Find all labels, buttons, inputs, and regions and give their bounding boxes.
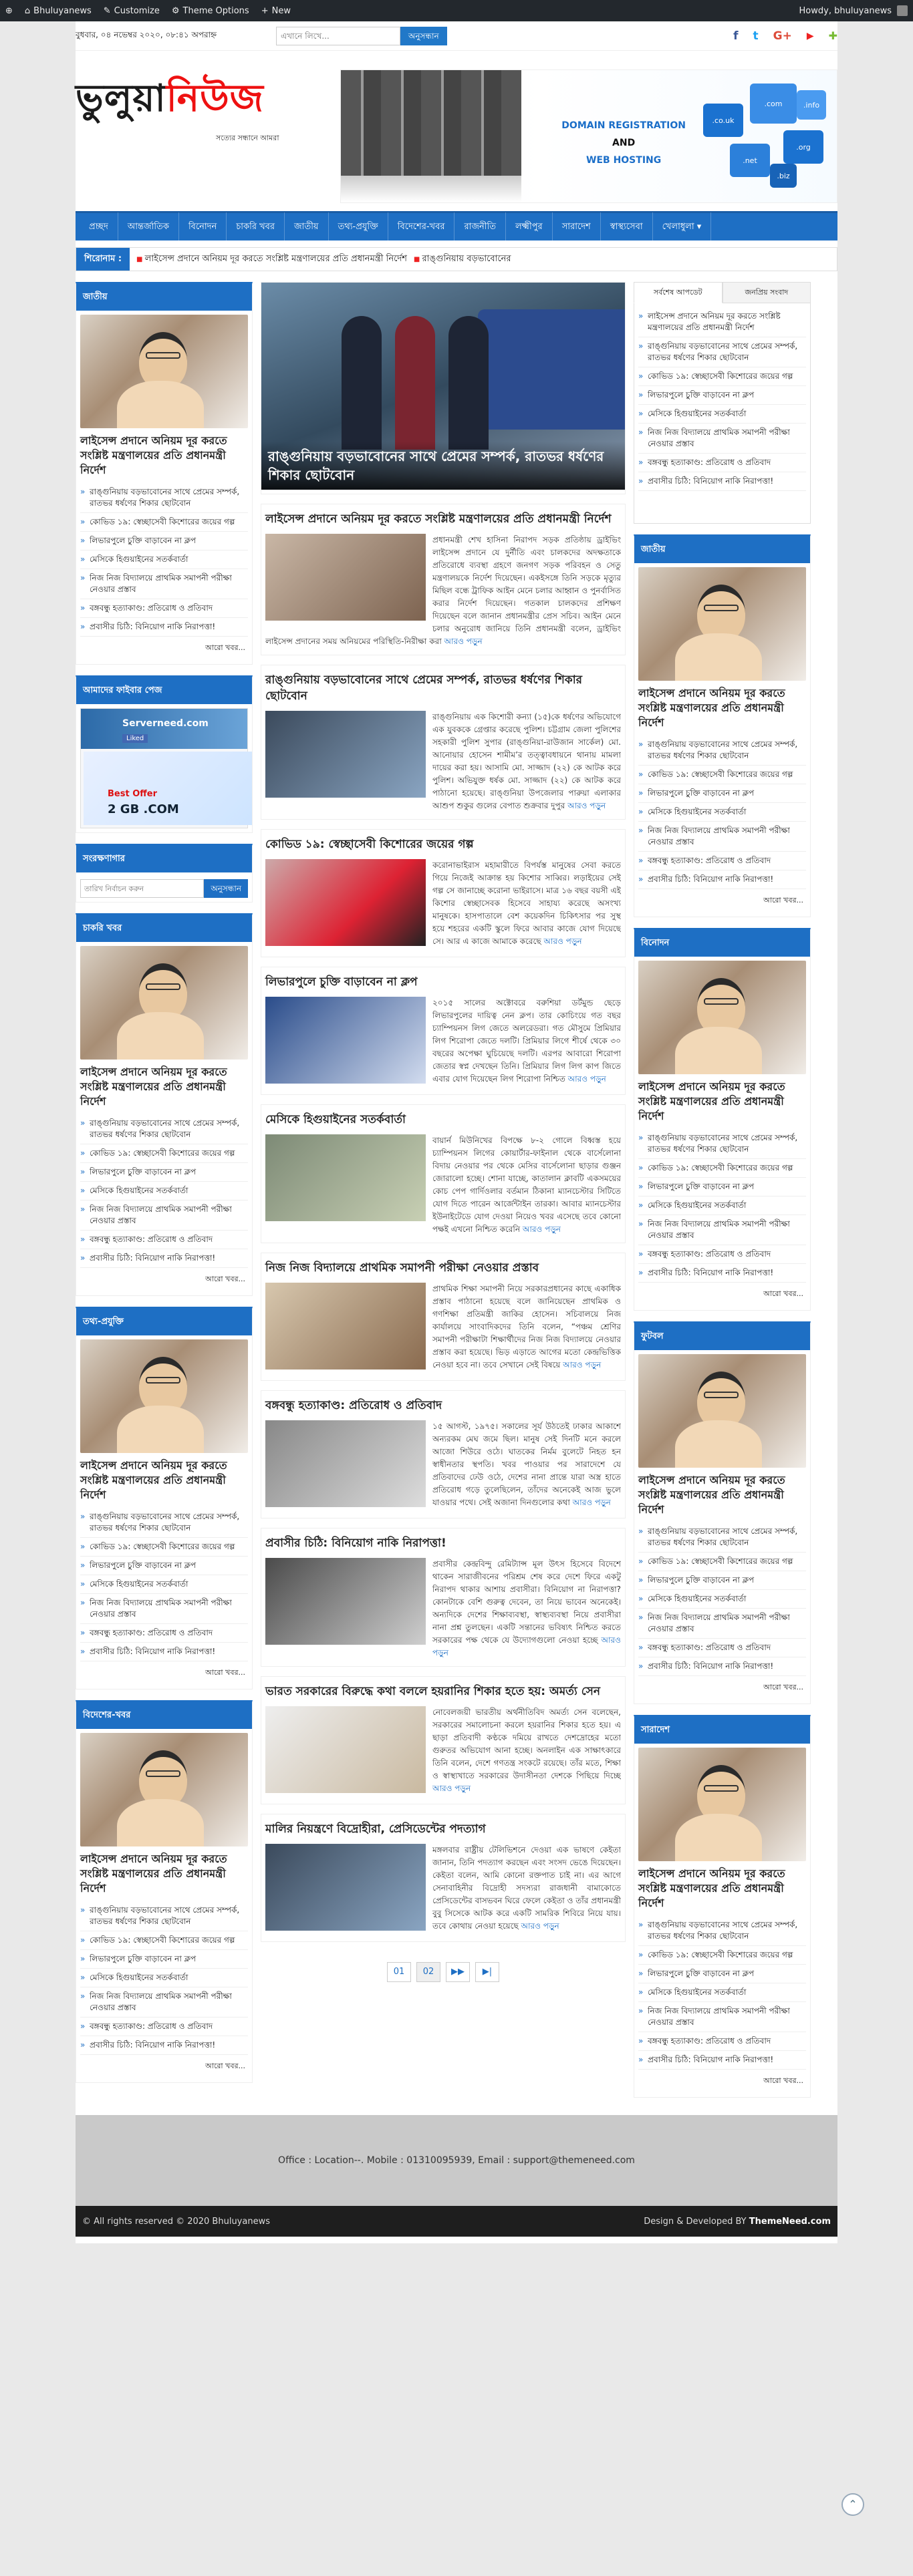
headline-link[interactable]: » কোভিড ১৯: স্বেচ্ছাসেবী কিশোরের জয়ের গল্প	[638, 1553, 806, 1571]
copyright-text: © All rights reserved © 2020 Bhuluyanews	[82, 2216, 270, 2227]
admin-new-link[interactable]: + New	[261, 5, 291, 16]
domain-cubes: .co.uk .com .org .net .info .biz	[703, 84, 830, 190]
ticker-item[interactable]: ■ রাঙ্গুনিয়ায় বড়ভাবোনের	[414, 253, 511, 267]
article-thumbnail[interactable]	[265, 1558, 426, 1645]
article-title[interactable]: প্রবাসীর চিঠি: বিনিয়োগ নাকি নিরাপত্তা!	[265, 1537, 446, 1550]
article-thumbnail[interactable]	[265, 1283, 426, 1370]
headline-link[interactable]: » রাঙ্গুনিয়ায় বড়ভাবোনের সাথে প্রেমের সম্পর্ক, রাতভর ধর্ষণের শিকার ছোটবোন	[80, 483, 248, 513]
more-news-link[interactable]: আরো খবর...	[763, 1289, 803, 1298]
nav-international[interactable]: আন্তর্জাতিক	[118, 212, 179, 242]
breaking-ticker	[76, 247, 837, 271]
headline-link[interactable]: » লাইসেন্স প্রদানে অনিয়ম দূর করতে সংশ্লিষ্ট মন্ত্রণালয়ের প্রতি প্রধানমন্ত্রী নির্দেশ	[638, 307, 806, 337]
headline-link[interactable]: » নিজ নিজ বিদ্যালয়ে প্রাথমিক সমাপনী পরীক্ষা নেওয়ার প্রস্তাব	[638, 424, 806, 454]
headline-link[interactable]: » বঙ্গবন্ধু হত্যাকাণ্ড: প্রতিরোধ ও প্রতিবাদ	[80, 1231, 248, 1249]
tagline: সত্যের সন্ধানে আমরা	[216, 134, 279, 142]
admin-theme-options-link[interactable]: ⚙ Theme Options	[171, 5, 249, 16]
lead-caption: রাঙ্গুনিয়ায় বড়ভাবোনের সাথে প্রেমের সম্পর্ক, রাতভর ধর্ষণের শিকার ছোটবোন	[261, 442, 625, 490]
site-logo[interactable]: ভুলুয়ানিউজ সত্যের সন্ধানে আমরা	[76, 69, 340, 145]
news-photo[interactable]	[80, 946, 248, 1060]
brush-icon: ✎	[103, 5, 111, 16]
article-card	[261, 504, 626, 655]
widget-jobs: চাকরি খবর লাইসেন্স প্রদানে অনিয়ম দূর করতে সংশ্লিষ্ট মন্ত্রণালয়ের প্রতি প্রধানমন্ত্রী নির্দেশ » রাঙ্গুনিয়ায় বড়ভাবোনের সাথে প্রেমের সম্পর্ক, রাতভর ধর্ষণের শিকার ছোটবোন » কোভিড ১৯: স্বেচ্ছাসেবী কিশোরের জয়ের গল্প » লিভারপুলে চুক্তি বাড়াবেন না ক্লপ » মেসিকে হিগুয়াইনের সতর্কবার্তা » নিজ নিজ বিদ্যালয়ে প্রাথমিক সমাপনী পরীক্ষা নেওয়ার প্রস্তাব » বঙ্গবন্ধু হত্যাকাণ্ড: প্রতিরোধ ও প্রতিবাদ » প্রবাসীর চিঠি: বিনিয়োগ নাকি নিরাপত্তা! আরো খবর...	[76, 913, 253, 1296]
lead-image	[261, 283, 625, 490]
widget-country: সারাদেশ লাইসেন্স প্রদানে অনিয়ম দূর করতে সংশ্লিষ্ট মন্ত্রণালয়ের প্রতি প্রধানমন্ত্রী নির্দেশ » রাঙ্গুনিয়ায় বড়ভাবোনের সাথে প্রেমের সম্পর্ক, রাতভর ধর্ষণের শিকার ছোটবোন » কোভিড ১৯: স্বেচ্ছাসেবী কিশোরের জয়ের গল্প » লিভারপুলে চুক্তি বাড়াবেন না ক্লপ » মেসিকে হিগুয়াইনের সতর্কবার্তা » নিজ নিজ বিদ্যালয়ে প্রাথমিক সমাপনী পরীক্ষা নেওয়ার প্রস্তাব » বঙ্গবন্ধু হত্যাকাণ্ড: প্রতিরোধ ও প্রতিবাদ » প্রবাসীর চিঠি: বিনিয়োগ নাকি নিরাপত্তা! আরো খবর...	[634, 1715, 811, 2098]
facebook-page-embed[interactable]: Serverneed.com Liked Best Offer 2 GB .COM	[80, 708, 248, 828]
designer-credit[interactable]: Design & Developed BY ThemeNeed.com	[644, 2216, 831, 2227]
read-more-link[interactable]: আরও পড়ুন	[543, 937, 582, 946]
news-photo[interactable]	[80, 1733, 248, 1846]
article-card	[261, 1390, 626, 1518]
headline-link[interactable]: » লিভারপুলে চুক্তি বাড়াবেন না ক্লপ	[638, 1571, 806, 1590]
android-icon[interactable]: ✚	[828, 29, 837, 42]
article-title[interactable]: বঙ্গবন্ধু হত্যাকাণ্ড: প্রতিরোধ ও প্রতিবাদ	[265, 1399, 442, 1412]
headline-link[interactable]: » মেসিকে হিগুয়াইনের সতর্কবার্তা	[80, 1969, 248, 1987]
more-news-link[interactable]: আরো খবর...	[763, 896, 803, 905]
headline-link[interactable]: » বঙ্গবন্ধু হত্যাকাণ্ড: প্রতিরোধ ও প্রতিবাদ	[638, 852, 806, 870]
headline-link[interactable]: » প্রবাসীর চিঠি: বিনিয়োগ নাকি নিরাপত্তা!	[638, 2051, 806, 2070]
headline-link[interactable]: » লিভারপুলে চুক্তি বাড়াবেন না ক্লপ	[80, 1557, 248, 1575]
nav-jobs[interactable]: চাকরি খবর	[227, 212, 285, 242]
read-more-link[interactable]: আরও পড়ুন	[567, 1074, 606, 1084]
article-thumbnail[interactable]	[265, 711, 426, 798]
main-nav	[76, 211, 837, 240]
news-photo[interactable]	[638, 1354, 806, 1468]
headline-link[interactable]: » কোভিড ১৯: স্বেচ্ছাসেবী কিশোরের জয়ের গল্প	[638, 1946, 806, 1965]
headline-link[interactable]: » বঙ্গবন্ধু হত্যাকাণ্ড: প্রতিরোধ ও প্রতিবাদ	[638, 1245, 806, 1264]
footer-contact: Office : Location--. Mobile : 01310095939, Email : support@themeneed.com	[278, 2155, 635, 2166]
hosting-banner-ad[interactable]	[340, 69, 837, 203]
read-more-link[interactable]: আরও পড়ুন	[567, 801, 606, 810]
more-news-link[interactable]: আরো খবর...	[205, 2062, 245, 2070]
headline-link[interactable]: » প্রবাসীর চিঠি: বিনিয়োগ নাকি নিরাপত্তা!	[80, 618, 248, 637]
headline-link[interactable]: » কোভিড ১৯: স্বেচ্ছাসেবী কিশোরের জয়ের গল্প	[638, 1159, 806, 1178]
more-news-link[interactable]: আরো খবর...	[205, 1668, 245, 1677]
ticker-label: শিরোনাম :	[76, 248, 130, 271]
more-news-link[interactable]: আরো খবর...	[205, 1275, 245, 1283]
widget-lead-headline[interactable]: লাইসেন্স প্রদানে অনিয়ম দূর করতে সংশ্লিষ্ট মন্ত্রণালয়ের প্রতি প্রধানমন্ত্রী নির্দেশ	[80, 1066, 227, 1108]
youtube-icon[interactable]: ▶	[806, 30, 814, 41]
article-title[interactable]: কোভিড ১৯: স্বেচ্ছাসেবী কিশোরের জয়ের গল্প	[265, 838, 474, 851]
excerpt-text: প্রবাসীর কেন্দ্রবিন্দু রেমিট্যান্স মূল উৎস হিসেবে বিদেশে থাকেন সারাজীবনের পরিশ্রম শেষ করে দেশে ফিরে একটু নিরাপদ থাকার আশায় প্রবাসীরা। বিনিয়োগ না নিরাপত্তা? কোনটাকে বেশি গুরুত্ব দেবেন, তা নিয়ে ভাবেন অনেকেই। অন্যদিকে দেশের শিক্ষাব্যবস্থা, স্বাস্থ্যব্যবস্থা নিয়ে প্রবাসীরা নানা প্রশ্ন তুলছেন। একটি সন্তানের ভবিষ্যৎ নিশ্চিত করতে সরকারের পক্ষ থেকে যে উদ্যোগগুলো নেওয়া হচ্ছে	[432, 1559, 621, 1645]
headline-link[interactable]: » মেসিকে হিগুয়াইনের সতর্কবার্তা	[638, 405, 806, 424]
headline-list	[638, 1916, 806, 2070]
more-news-link[interactable]: আরো খবর...	[763, 1683, 803, 1692]
headline-link[interactable]: » নিজ নিজ বিদ্যালয়ে প্রাথমিক সমাপনী পরীক্ষা নেওয়ার প্রস্তাব	[80, 1200, 248, 1231]
content-columns	[76, 271, 837, 2108]
widget-entertainment: বিনোদন লাইসেন্স প্রদানে অনিয়ম দূর করতে সংশ্লিষ্ট মন্ত্রণালয়ের প্রতি প্রধানমন্ত্রী নির্দেশ » রাঙ্গুনিয়ায় বড়ভাবোনের সাথে প্রেমের সম্পর্ক, রাতভর ধর্ষণের শিকার ছোটবোন » কোভিড ১৯: স্বেচ্ছাসেবী কিশোরের জয়ের গল্প » লিভারপুলে চুক্তি বাড়াবেন না ক্লপ » মেসিকে হিগুয়াইনের সতর্কবার্তা » নিজ নিজ বিদ্যালয়ে প্রাথমিক সমাপনী পরীক্ষা নেওয়ার প্রস্তাব » বঙ্গবন্ধু হত্যাকাণ্ড: প্রতিরোধ ও প্রতিবাদ » প্রবাসীর চিঠি: বিনিয়োগ নাকি নিরাপত্তা! আরো খবর...	[634, 928, 811, 1311]
site-wrapper	[76, 21, 858, 2511]
read-more-link[interactable]: আরও পড়ুন	[572, 1498, 611, 1507]
nav-home[interactable]: প্রচ্ছদ	[80, 212, 118, 242]
headline-link[interactable]: » নিজ নিজ বিদ্যালয়ে প্রাথমিক সমাপনী পরীক্ষা নেওয়ার প্রস্তাব	[80, 1594, 248, 1624]
latest-list	[634, 303, 811, 524]
headline-link[interactable]: » রাঙ্গুনিয়ায় বড়ভাবোনের সাথে প্রেমের সম্পর্ক, রাতভর ধর্ষণের শিকার ছোটবোন	[638, 1916, 806, 1946]
excerpt-text: ১৫ আগস্ট, ১৯৭৫। সকালের সূর্য উঠতেই ঢাকার আকাশে অন্যরকম মেঘ জমে ছিল। মানুষ সেই দিনটি মনে করলে আজো শিউরে ওঠে। ঘাতকের নির্মম বুলেটে নিহত হন স্বাধীনতার স্থপতি। খবর পাওয়ার পর সারাদেশে যে প্রতিবাদের ঢেউ ওঠে, দেশের নানা প্রান্তে যারা অস্ত্র হাতে প্রতিরোধ গড়ে তুলেছিলেন, তাঁদের অনেকেই আজ ভুলে যাওয়ার পথে। সেই অজানা দিনগুলোর কথা	[432, 1422, 621, 1507]
home-icon: ⌂	[24, 5, 31, 16]
widget-foreign: বিদেশের-খবর লাইসেন্স প্রদানে অনিয়ম দূর করতে সংশ্লিষ্ট মন্ত্রণালয়ের প্রতি প্রধানমন্ত্রী নির্দেশ » রাঙ্গুনিয়ায় বড়ভাবোনের সাথে প্রেমের সম্পর্ক, রাতভর ধর্ষণের শিকার ছোটবোন » কোভিড ১৯: স্বেচ্ছাসেবী কিশোরের জয়ের গল্প » লিভারপুলে চুক্তি বাড়াবেন না ক্লপ » মেসিকে হিগুয়াইনের সতর্কবার্তা » নিজ নিজ বিদ্যালয়ে প্রাথমিক সমাপনী পরীক্ষা নেওয়ার প্রস্তাব » বঙ্গবন্ধু হত্যাকাণ্ড: প্রতিরোধ ও প্রতিবাদ » প্রবাসীর চিঠি: বিনিয়োগ নাকি নিরাপত্তা! আরো খবর...	[76, 1700, 253, 2083]
nav-health[interactable]: স্বাস্থ্যসেবা	[601, 212, 653, 242]
headline-list	[80, 1114, 248, 1268]
headline-link[interactable]: » প্রবাসীর চিঠি: বিনিয়োগ নাকি নিরাপত্তা!	[638, 472, 806, 491]
article-card	[261, 967, 626, 1095]
nav-entertainment[interactable]: বিনোদন	[179, 212, 227, 242]
read-more-link[interactable]: আরও পড়ুন	[432, 1635, 621, 1657]
header-search	[276, 27, 447, 45]
headline-link[interactable]: » নিজ নিজ বিদ্যালয়ে প্রাথমিক সমাপনী পরীক্ষা নেওয়ার প্রস্তাব	[80, 569, 248, 599]
headline-link[interactable]: » লিভারপুলে চুক্তি বাড়াবেন না ক্লপ	[80, 532, 248, 550]
avatar	[897, 5, 908, 16]
article-title[interactable]: রাঙ্গুনিয়ায় বড়ভাবোনের সাথে প্রেমের সম্পর্ক, রাতভর ধর্ষণের শিকার ছোটবোন	[265, 673, 582, 703]
headline-link[interactable]: » নিজ নিজ বিদ্যালয়ে প্রাথমিক সমাপনী পরীক্ষা নেওয়ার প্রস্তাব	[80, 1987, 248, 2018]
headline-link[interactable]: » লিভারপুলে চুক্তি বাড়াবেন না ক্লপ	[80, 1950, 248, 1969]
excerpt-text: মঙ্গলবার রাষ্ট্রীয় টেলিভিশনে দেওয়া এক ভাষণে কেইতা জানান, তিনি পদত্যাগ করছেন এবং সংসদ ভেঙে দিয়েছেন। কেইতা বলেন, আমি কোনো রক্তপাত চাই না। এর আগে সেনাবাহিনীর বিদ্রোহী সদস্যরা রাজধানী বামাকোতে প্রেসিডেন্টের বাসভবন ঘিরে ফেলে কেইতা ও তাঁর প্রধানমন্ত্রী বুবু সিসেকে আটক করে একটি সামরিক শিবিরে নিয়ে যায়। তবে কোথায় নেওয়া হয়েছে	[432, 1845, 621, 1931]
admin-bar	[0, 0, 913, 21]
article-thumbnail[interactable]	[265, 859, 426, 946]
article-title[interactable]: লাইসেন্স প্রদানে অনিয়ম দূর করতে সংশ্লিষ্ট মন্ত্রণালয়ের প্রতি প্রধানমন্ত্রী নির্দেশ	[265, 512, 612, 526]
nav-politics[interactable]: রাজনীতি	[454, 212, 506, 242]
last-page-button[interactable]: ▶|	[475, 1962, 499, 1982]
search-button[interactable]: অনুসন্ধান	[400, 27, 447, 45]
news-photo[interactable]	[638, 1748, 806, 1861]
headline-link[interactable]: » প্রবাসীর চিঠি: বিনিয়োগ নাকি নিরাপত্তা!	[80, 1643, 248, 1661]
headline-link[interactable]: » রাঙ্গুনিয়ায় বড়ভাবোনের সাথে প্রেমের সম্পর্ক, রাতভর ধর্ষণের শিকার ছোটবোন	[80, 1901, 248, 1931]
widget-national: জাতীয় লাইসেন্স প্রদানে অনিয়ম দূর করতে সংশ্লিষ্ট মন্ত্রণালয়ের প্রতি প্রধানমন্ত্রী নির্দেশ » রাঙ্গুনিয়ায় বড়ভাবোনের সাথে প্রেমের সম্পর্ক, রাতভর ধর্ষণের শিকার ছোটবোন » কোভিড ১৯: স্বেচ্ছাসেবী কিশোরের জয়ের গল্প » লিভারপুলে চুক্তি বাড়াবেন না ক্লপ » মেসিকে হিগুয়াইনের সতর্কবার্তা » নিজ নিজ বিদ্যালয়ে প্রাথমিক সমাপনী পরীক্ষা নেওয়ার প্রস্তাব » বঙ্গবন্ধু হত্যাকাণ্ড: প্রতিরোধ ও প্রতিবাদ » প্রবাসীর চিঠি: বিনিয়োগ নাকি নিরাপত্তা! আরো খবর...	[76, 282, 253, 665]
back-to-top-button[interactable]: ⌃	[841, 2493, 864, 2516]
headline-link[interactable]: » মেসিকে হিগুয়াইনের সতর্কবার্তা	[80, 1182, 248, 1200]
headline-link[interactable]: » মেসিকে হিগুয়াইনের সতর্কবার্তা	[638, 1196, 806, 1215]
nav-foreign[interactable]: বিদেশের-খবর	[388, 212, 455, 242]
nav-lakshmipur[interactable]: লক্ষ্মীপুর	[506, 212, 553, 242]
article-list	[261, 504, 626, 1942]
article-thumbnail[interactable]	[265, 1420, 426, 1507]
headline-link[interactable]: » মেসিকে হিগুয়াইনের সতর্কবার্তা	[80, 1575, 248, 1594]
widget-tech: তথ্য-প্রযুক্তি লাইসেন্স প্রদানে অনিয়ম দূর করতে সংশ্লিষ্ট মন্ত্রণালয়ের প্রতি প্রধানমন্ত্রী নির্দেশ » রাঙ্গুনিয়ায় বড়ভাবোনের সাথে প্রেমের সম্পর্ক, রাতভর ধর্ষণের শিকার ছোটবোন » কোভিড ১৯: স্বেচ্ছাসেবী কিশোরের জয়ের গল্প » লিভারপুলে চুক্তি বাড়াবেন না ক্লপ » মেসিকে হিগুয়াইনের সতর্কবার্তা » নিজ নিজ বিদ্যালয়ে প্রাথমিক সমাপনী পরীক্ষা নেওয়ার প্রস্তাব » বঙ্গবন্ধু হত্যাকাণ্ড: প্রতিরোধ ও প্রতিবাদ » প্রবাসীর চিঠি: বিনিয়োগ নাকি নিরাপত্তা! আরো খবর...	[76, 1307, 253, 1689]
widget-lead-headline[interactable]: লাইসেন্স প্রদানে অনিয়ম দূর করতে সংশ্লিষ্ট মন্ত্রণালয়ের প্রতি প্রধানমন্ত্রী নির্দেশ	[80, 1459, 227, 1501]
article-card	[261, 1528, 626, 1667]
google-plus-icon[interactable]: G+	[773, 29, 792, 43]
headline-list	[638, 1129, 806, 1283]
archive-date-input[interactable]	[80, 879, 204, 898]
article-thumbnail[interactable]	[265, 1844, 426, 1931]
headline-link[interactable]: » মেসিকে হিগুয়াইনের সতর্কবার্তা	[638, 803, 806, 822]
article-title[interactable]: মেসিকে হিগুয়াইনের সতর্কবার্তা	[265, 1113, 406, 1126]
footer	[76, 2115, 837, 2206]
headline-list	[80, 483, 248, 637]
widget-lead-headline[interactable]: লাইসেন্স প্রদানে অনিয়ম দূর করতে সংশ্লিষ্ট মন্ত্রণালয়ের প্রতি প্রধানমন্ত্রী নির্দেশ	[638, 1080, 785, 1122]
headline-link[interactable]: » নিজ নিজ বিদ্যালয়ে প্রাথমিক সমাপনী পরীক্ষা নেওয়ার প্রস্তাব	[638, 2002, 806, 2032]
widget-lead-headline[interactable]: লাইসেন্স প্রদানে অনিয়ম দূর করতে সংশ্লিষ্ট মন্ত্রণালয়ের প্রতি প্রধানমন্ত্রী নির্দেশ	[80, 434, 227, 476]
excerpt-text: বায়ার্ন মিউনিখের বিপক্ষে ৮-২ গোলে বিধ্বস্ত হয়ে চ্যাম্পিয়নস লিগের কোয়ার্টার-ফাইনাল থেকে বার্সেলোনা বিদায় নেওয়ার পর থেকে মেসির বার্সেলোনা ছাড়ার গুঞ্জন জোরালো হচ্ছে। শোনা যাচ্ছে, কাতালান ক্লাবটি একসময়ের কোচ পেপ গার্দিওলার বর্তমান ঠিকানা ম্যানচেস্টার সিটিতে যোগ দিতে পারেন আর্জেন্টাইন তারকা। আবার ম্যানচেস্টার ইউনাইটেডে যোগ দেওয়া নিয়েও খবর এসেছে তবে কোনো পক্ষই এখনো নিশ্চিত করেনি	[432, 1136, 621, 1234]
news-photo[interactable]	[638, 567, 806, 681]
nav-national[interactable]: জাতীয়	[285, 212, 329, 242]
headline-link[interactable]: » রাঙ্গুনিয়ায় বড়ভাবোনের সাথে প্রেমের সম্পর্ক, রাতভর ধর্ষণের শিকার ছোটবোন	[638, 1129, 806, 1159]
widget-football: ফুটবল লাইসেন্স প্রদানে অনিয়ম দূর করতে সংশ্লিষ্ট মন্ত্রণালয়ের প্রতি প্রধানমন্ত্রী নির্দেশ » রাঙ্গুনিয়ায় বড়ভাবোনের সাথে প্রেমের সম্পর্ক, রাতভর ধর্ষণের শিকার ছোটবোন » কোভিড ১৯: স্বেচ্ছাসেবী কিশোরের জয়ের গল্প » লিভারপুলে চুক্তি বাড়াবেন না ক্লপ » মেসিকে হিগুয়াইনের সতর্কবার্তা » নিজ নিজ বিদ্যালয়ে প্রাথমিক সমাপনী পরীক্ষা নেওয়ার প্রস্তাব » বঙ্গবন্ধু হত্যাকাণ্ড: প্রতিরোধ ও প্রতিবাদ » প্রবাসীর চিঠি: বিনিয়োগ নাকি নিরাপত্তা! আরো খবর...	[634, 1321, 811, 1704]
admin-customize-link[interactable]: ✎ Customize	[103, 5, 160, 16]
headline-link[interactable]: » নিজ নিজ বিদ্যালয়ে প্রাথমিক সমাপনী পরীক্ষা নেওয়ার প্রস্তাব	[638, 1609, 806, 1639]
tab-latest[interactable]: সর্বশেষ আপডেট	[634, 282, 723, 303]
headline-link[interactable]: » রাঙ্গুনিয়ায় বড়ভাবোনের সাথে প্রেমের সম্পর্ক, রাতভর ধর্ষণের শিকার ছোটবোন	[638, 1522, 806, 1553]
read-more-link[interactable]: আরও পড়ুন	[444, 637, 483, 646]
headline-link[interactable]: » লিভারপুলে চুক্তি বাড়াবেন না ক্লপ	[638, 386, 806, 405]
plus-icon: +	[261, 5, 269, 16]
headline-list	[638, 1522, 806, 1676]
headline-link[interactable]: » রাঙ্গুনিয়ায় বড়ভাবোনের সাথে প্রেমের সম্পর্ক, রাতভর ধর্ষণের শিকার ছোটবোন	[80, 1114, 248, 1144]
pagination	[261, 1962, 626, 1982]
article-card	[261, 829, 626, 957]
excerpt-text: নোবেলজয়ী ভারতীয় অর্থনীতিবিদ অমর্ত্য সেন বলেছেন, সরকারের সমালোচনা করলে হয়রানির শিকার হতে হয়। এ ছাড়া প্রতিবাদী কণ্ঠকে দমিয়ে রাখতে দেশদ্রোহের মতো গুরুতর অভিযোগ আনা হচ্ছে। অনলাইন এক সাক্ষাৎকারে তিনি বলেন, দেশে গণতন্ত্র সংকটে রয়েছে। তাঁর মতে, শিক্ষা ও স্বাস্থ্যখাতে সরকারের উদাসীনতা দেশকে পিছিয়ে দিচ্ছে	[432, 1708, 621, 1780]
more-news-link[interactable]: আরো খবর...	[763, 2076, 803, 2085]
widget-lead-headline[interactable]: লাইসেন্স প্রদানে অনিয়ম দূর করতে সংশ্লিষ্ট মন্ত্রণালয়ের প্রতি প্রধানমন্ত্রী নির্দেশ	[638, 1474, 785, 1516]
lead-story[interactable]	[261, 282, 626, 494]
article-title[interactable]: ভারত সরকারের বিরুদ্ধে কথা বললে হয়রানির শিকার হতে হয়: অমর্ত্য সেন	[265, 1685, 601, 1698]
headline-link[interactable]: » লিভারপুলে চুক্তি বাড়াবেন না ক্লপ	[638, 1178, 806, 1196]
article-card	[261, 1253, 626, 1381]
copyright-bar	[76, 2206, 837, 2237]
headline-link[interactable]: » কোভিড ১৯: স্বেচ্ছাসেবী কিশোরের জয়ের গল্প	[80, 1931, 248, 1950]
headline-link[interactable]: » কোভিড ১৯: স্বেচ্ছাসেবী কিশোরের জয়ের গল্প	[80, 513, 248, 532]
headline-link[interactable]: » প্রবাসীর চিঠি: বিনিয়োগ নাকি নিরাপত্তা!	[80, 1249, 248, 1268]
news-photo[interactable]	[80, 315, 248, 428]
headline-link[interactable]: » বঙ্গবন্ধু হত্যাকাণ্ড: প্রতিরোধ ও প্রতিবাদ	[638, 454, 806, 472]
headline-link[interactable]: » প্রবাসীর চিঠি: বিনিয়োগ নাকি নিরাপত্তা!	[638, 870, 806, 889]
headline-list	[80, 1508, 248, 1661]
main-column	[261, 282, 626, 2108]
like-button[interactable]: Liked	[122, 734, 148, 743]
headline-link[interactable]: » রাঙ্গুনিয়ায় বড়ভাবোনের সাথে প্রেমের সম্পর্ক, রাতভর ধর্ষণের শিকার ছোটবোন	[80, 1508, 248, 1538]
wp-logo-icon[interactable]: ⊕	[5, 5, 13, 16]
headline-link[interactable]: » বঙ্গবন্ধু হত্যাকাণ্ড: প্রতিরোধ ও প্রতিবাদ	[80, 2018, 248, 2036]
article-card	[261, 1814, 626, 1942]
read-more-link[interactable]: আরও পড়ুন	[521, 1921, 559, 1931]
headline-link[interactable]: » নিজ নিজ বিদ্যালয়ে প্রাথমিক সমাপনী পরীক্ষা নেওয়ার প্রস্তাব	[638, 822, 806, 852]
article-title[interactable]: লিভারপুলে চুক্তি বাড়াবেন না ক্লপ	[265, 975, 418, 989]
news-photo[interactable]	[80, 1339, 248, 1453]
widget-national-right: জাতীয় লাইসেন্স প্রদানে অনিয়ম দূর করতে সংশ্লিষ্ট মন্ত্রণালয়ের প্রতি প্রধানমন্ত্রী নির্দেশ » রাঙ্গুনিয়ায় বড়ভাবোনের সাথে প্রেমের সম্পর্ক, রাতভর ধর্ষণের শিকার ছোটবোন » কোভিড ১৯: স্বেচ্ছাসেবী কিশোরের জয়ের গল্প » লিভারপুলে চুক্তি বাড়াবেন না ক্লপ » মেসিকে হিগুয়াইনের সতর্কবার্তা » নিজ নিজ বিদ্যালয়ে প্রাথমিক সমাপনী পরীক্ষা নেওয়ার প্রস্তাব » বঙ্গবন্ধু হত্যাকাণ্ড: প্রতিরোধ ও প্রতিবাদ » প্রবাসীর চিঠি: বিনিয়োগ নাকি নিরাপত্তা! আরো খবর...	[634, 534, 811, 917]
article-title[interactable]: মালির নিয়ন্ত্রণে বিদ্রোহীরা, প্রেসিডেন্টের পদত্যাগ	[265, 1822, 486, 1836]
news-tabs	[634, 282, 811, 303]
top-strip	[76, 21, 837, 51]
article-thumbnail[interactable]	[265, 1134, 426, 1221]
excerpt-text: রাঙ্গুনিয়ায় এক কিশোরী কন্যা (১৫)কে ধর্ষণের অভিযোগে এক যুবককে গ্রেপ্তার করেছে পুলিশ। চট্টগ্রাম জেলা পুলিশের সহকারী পুলিশ সুপার (রাঙ্গুনিয়া-রাউজান সার্কেল) মো. আনোয়ার হোসেন শামীম’র তত্ত্বাবধায়নে থানায় মামলা দায়ের করা হয়। আসামি মো. সাজ্জাদ (২২) কে আটক করে পুলিশ। অভিযুক্ত ধর্ষক মো. সাজ্জাদ (২২) কে আটক করে পাঠানো হয়েছে। রাঙ্গুনিয়া উপজেলার পারুয়া এলাকার আশুপ শুকুর গুলের বেপাত শুক্রবার দুপুর	[432, 712, 621, 810]
headline-link[interactable]: » বঙ্গবন্ধু হত্যাকাণ্ড: প্রতিরোধ ও প্রতিবাদ	[638, 1639, 806, 1657]
gear-icon: ⚙	[171, 5, 180, 16]
article-title[interactable]: নিজ নিজ বিদ্যালয়ে প্রাথমিক সমাপনী পরীক্ষা নেওয়ার প্রস্তাব	[265, 1261, 539, 1275]
headline-link[interactable]: » প্রবাসীর চিঠি: বিনিয়োগ নাকি নিরাপত্তা!	[638, 1657, 806, 1676]
headline-link[interactable]: » রাঙ্গুনিয়ায় বড়ভাবোনের সাথে প্রেমের সম্পর্ক, রাতভর ধর্ষণের শিকার ছোটবোন	[638, 337, 806, 367]
next-page-button[interactable]: ▶▶	[446, 1962, 470, 1982]
headline-link[interactable]: » কোভিড ১৯: স্বেচ্ছাসেবী কিশোরের জয়ের গল্প	[638, 766, 806, 784]
headline-list	[638, 736, 806, 889]
headline-link[interactable]: » রাঙ্গুনিয়ায় বড়ভাবোনের সাথে প্রেমের সম্পর্ক, রাতভর ধর্ষণের শিকার ছোটবোন	[638, 736, 806, 766]
article-thumbnail[interactable]	[265, 1706, 426, 1793]
right-sidebar	[634, 282, 811, 2108]
headline-link[interactable]: » মেসিকে হিগুয়াইনের সতর্কবার্তা	[638, 1590, 806, 1609]
headline-link[interactable]: » বঙ্গবন্ধু হত্যাকাণ্ড: প্রতিরোধ ও প্রতিবাদ	[638, 2032, 806, 2051]
headline-link[interactable]: » প্রবাসীর চিঠি: বিনিয়োগ নাকি নিরাপত্তা!	[80, 2036, 248, 2055]
tab-popular[interactable]: জনপ্রিয় সংবাদ	[723, 282, 811, 303]
current-date: বুধবার, ০৪ নভেম্বর ২০২০, ০৮:৪১ অপরাহ্ন	[76, 29, 217, 39]
article-card	[261, 1104, 626, 1243]
nav-sports[interactable]: খেলাধুলা ▾	[653, 212, 712, 242]
headline-link[interactable]: » লিভারপুলে চুক্তি বাড়াবেন না ক্লপ	[638, 1965, 806, 1983]
more-news-link[interactable]: আরো খবর...	[205, 643, 245, 652]
headline-link[interactable]: » মেসিকে হিগুয়াইনের সতর্কবার্তা	[638, 1983, 806, 2002]
excerpt-text: প্রাথমিক শিক্ষা সমাপনী নিয়ে সরকারপ্রধানের কাছে একাধিক প্রস্তাব পাঠানো হয়েছে বলে জানিয়েছেন প্রাথমিক ও গণশিক্ষা প্রতিমন্ত্রী জাকির হোসেন। সচিবালয়ে নিজ কার্যালয়ে সাংবাদিকদের তিনি বলেন, “পঞ্চম শ্রেণির সমাপনী পরীক্ষাটা শিক্ষার্থীদের নিজ নিজ বিদ্যালয়ে নেওয়ার প্রস্তাব করা হয়েছে। ভিড় এড়াতে আগের মতো কেন্দ্রভিত্তিক নেওয়া হবে না। তবে সেখানে সেই বিষয়ে	[432, 1284, 621, 1370]
widget-lead-headline[interactable]: লাইসেন্স প্রদানে অনিয়ম দূর করতে সংশ্লিষ্ট মন্ত্রণালয়ের প্রতি প্রধানমন্ত্রী নির্দেশ	[80, 1853, 227, 1895]
widget-lead-headline[interactable]: লাইসেন্স প্রদানে অনিয়ম দূর করতে সংশ্লিষ্ট মন্ত্রণালয়ের প্রতি প্রধানমন্ত্রী নির্দেশ	[638, 687, 785, 729]
headline-link[interactable]: » কোভিড ১৯: স্বেচ্ছাসেবী কিশোরের জয়ের গল্প	[80, 1538, 248, 1557]
admin-account[interactable]: Howdy, bhuluyanews	[799, 5, 908, 16]
headline-link[interactable]: » লিভারপুলে চুক্তি বাড়াবেন না ক্লপ	[80, 1163, 248, 1182]
read-more-link[interactable]: আরও পড়ুন	[563, 1360, 602, 1370]
admin-site-link[interactable]: ⌂ Bhuluyanews	[24, 5, 92, 16]
search-input[interactable]	[276, 27, 400, 45]
news-photo[interactable]	[638, 961, 806, 1074]
article-card	[261, 665, 626, 820]
article-thumbnail[interactable]	[265, 997, 426, 1084]
widget-facebook: আমাদের ফাইবার পেজ Serverneed.com Liked Best Offer 2 GB .COM	[76, 675, 253, 833]
excerpt-text: প্রধানমন্ত্রী শেখ হাসিনা নিরাপদ সড়ক প্রতিষ্ঠায় ড্রাইভিং লাইসেন্স প্রদানে যে দুর্নীতি এবং চালকদের অদক্ষতাকে প্রতিরোধে ব্যবস্থা গ্রহণে জনগণ সড়ক পরিবহন ও সেতু মন্ত্রণালয়কে নির্দেশ দিয়েছেন। একইসঙ্গে তিনি সড়কে মৃত্যুর মিছিল বন্ধে ট্রাফিক আইন মেনে চলার আহ্বান ও পুনর্বাসিত করার নির্দেশ দিয়েছেন। গতকাল চালকদের প্রশিক্ষণ দিয়েছেন বলে জানান প্রধানমন্ত্রীর প্রেস সচিব। আইন মেনে চলার অনুরোধ জানিয়ে তিনি প্রধানমন্ত্রী বলেন, ড্রাইভিং লাইসেন্স প্রদানের সময় অনিয়মের পরিস্থিতি-নিরীক্ষা করা	[265, 535, 621, 646]
ticker-item[interactable]: ■ লাইসেন্স প্রদানে অনিয়ম দূর করতে সংশ্লিষ্ট মন্ত্রণালয়ের প্রতি প্রধানমন্ত্রী নির্দেশ	[136, 253, 407, 267]
headline-link[interactable]: » কোভিড ১৯: স্বেচ্ছাসেবী কিশোরের জয়ের গল্প	[80, 1144, 248, 1163]
headline-link[interactable]: » কোভিড ১৯: স্বেচ্ছাসেবী কিশোরের জয়ের গল্প	[638, 367, 806, 386]
widget-lead-headline[interactable]: লাইসেন্স প্রদানে অনিয়ম দূর করতে সংশ্লিষ্ট মন্ত্রণালয়ের প্রতি প্রধানমন্ত্রী নির্দেশ	[638, 1867, 785, 1909]
headline-list	[80, 1901, 248, 2055]
read-more-link[interactable]: আরও পড়ুন	[432, 1784, 471, 1793]
twitter-icon[interactable]: t	[753, 29, 759, 43]
excerpt-text: ২০১৫ সালের অক্টোবরে বরুশিয়া ডর্টমুন্ড ছেড়ে লিভারপুলের দায়িত্ব নেন ক্লপ। তার কোচিংয়ে গত বছর চ্যাম্পিয়নস লিগ জেতে অলরেডরা। গত মৌসুমে প্রিমিয়ার লিগ শিরোপা জেতে দলটি। প্রিমিয়ার লিগে শীর্ষে থেকে ৩০ বছরের অপেক্ষা ঘুচিয়েছে দলটি। এরপর আবারো শিরোপা জেতার স্বপ্ন দেখছেন তিনি। প্রিমিয়ার লিগ লিগ কাপ জিতে এবার যোগ দিয়েছেন লিগ শিরোপা নিশ্চিত	[432, 998, 621, 1084]
read-more-link[interactable]: আরও পড়ুন	[522, 1225, 561, 1234]
left-sidebar	[76, 282, 253, 2108]
headline-link[interactable]: » বঙ্গবন্ধু হত্যাকাণ্ড: প্রতিরোধ ও প্রতিবাদ	[80, 599, 248, 618]
page-2[interactable]: 02	[416, 1962, 440, 1982]
excerpt-text: করোনাভাইরাস মহামারীতে বিপর্যস্ত মানুষের সেবা করতে গিয়ে নিজেই আক্রান্ত হয় কিশোর সাব্বির। লড়াইয়ের সেই গল্প সে জানাচ্ছে করোনা ভাইরাসে। মাত্র ১৬ বছর বয়সী এই কিশোর স্বেচ্ছাসেবক হিসেবে সাহায্য করেছে অসংখ্য মানুষকে। হাসপাতালে বেশ কয়েকদিন চিকিৎসার পর সুস্থ হয়ে শহরের একটি স্কুলে ফিরে আবার কাজে যোগ দিয়েছে সে। আর এ কাজে আমাকে করেছে	[432, 860, 621, 946]
social-links	[733, 29, 837, 43]
header	[76, 51, 837, 211]
banner-text: DOMAIN REGISTRATION AND WEB HOSTING	[561, 120, 686, 166]
headline-link[interactable]: » প্রবাসীর চিঠি: বিনিয়োগ নাকি নিরাপত্তা!	[638, 1264, 806, 1283]
facebook-icon[interactable]: f	[733, 29, 739, 43]
headline-link[interactable]: » লিভারপুলে চুক্তি বাড়াবেন না ক্লপ	[638, 784, 806, 803]
nav-tech[interactable]: তথ্য-প্রযুক্তি	[329, 212, 388, 242]
headline-link[interactable]: » মেসিকে হিগুয়াইনের সতর্কবার্তা	[80, 550, 248, 569]
widget-archive: সংরক্ষণাগার তারিখ নির্বাচন করুন অনুসন্ধান	[76, 844, 253, 903]
nav-country[interactable]: সারাদেশ	[553, 212, 601, 242]
headline-link[interactable]: » বঙ্গবন্ধু হত্যাকাণ্ড: প্রতিরোধ ও প্রতিবাদ	[80, 1624, 248, 1643]
article-thumbnail[interactable]	[265, 534, 426, 621]
archive-search-button[interactable]: অনুসন্ধান	[204, 879, 248, 898]
article-card	[261, 1676, 626, 1804]
page-1[interactable]: 01	[387, 1962, 411, 1982]
headline-link[interactable]: » নিজ নিজ বিদ্যালয়ে প্রাথমিক সমাপনী পরীক্ষা নেওয়ার প্রস্তাব	[638, 1215, 806, 1245]
